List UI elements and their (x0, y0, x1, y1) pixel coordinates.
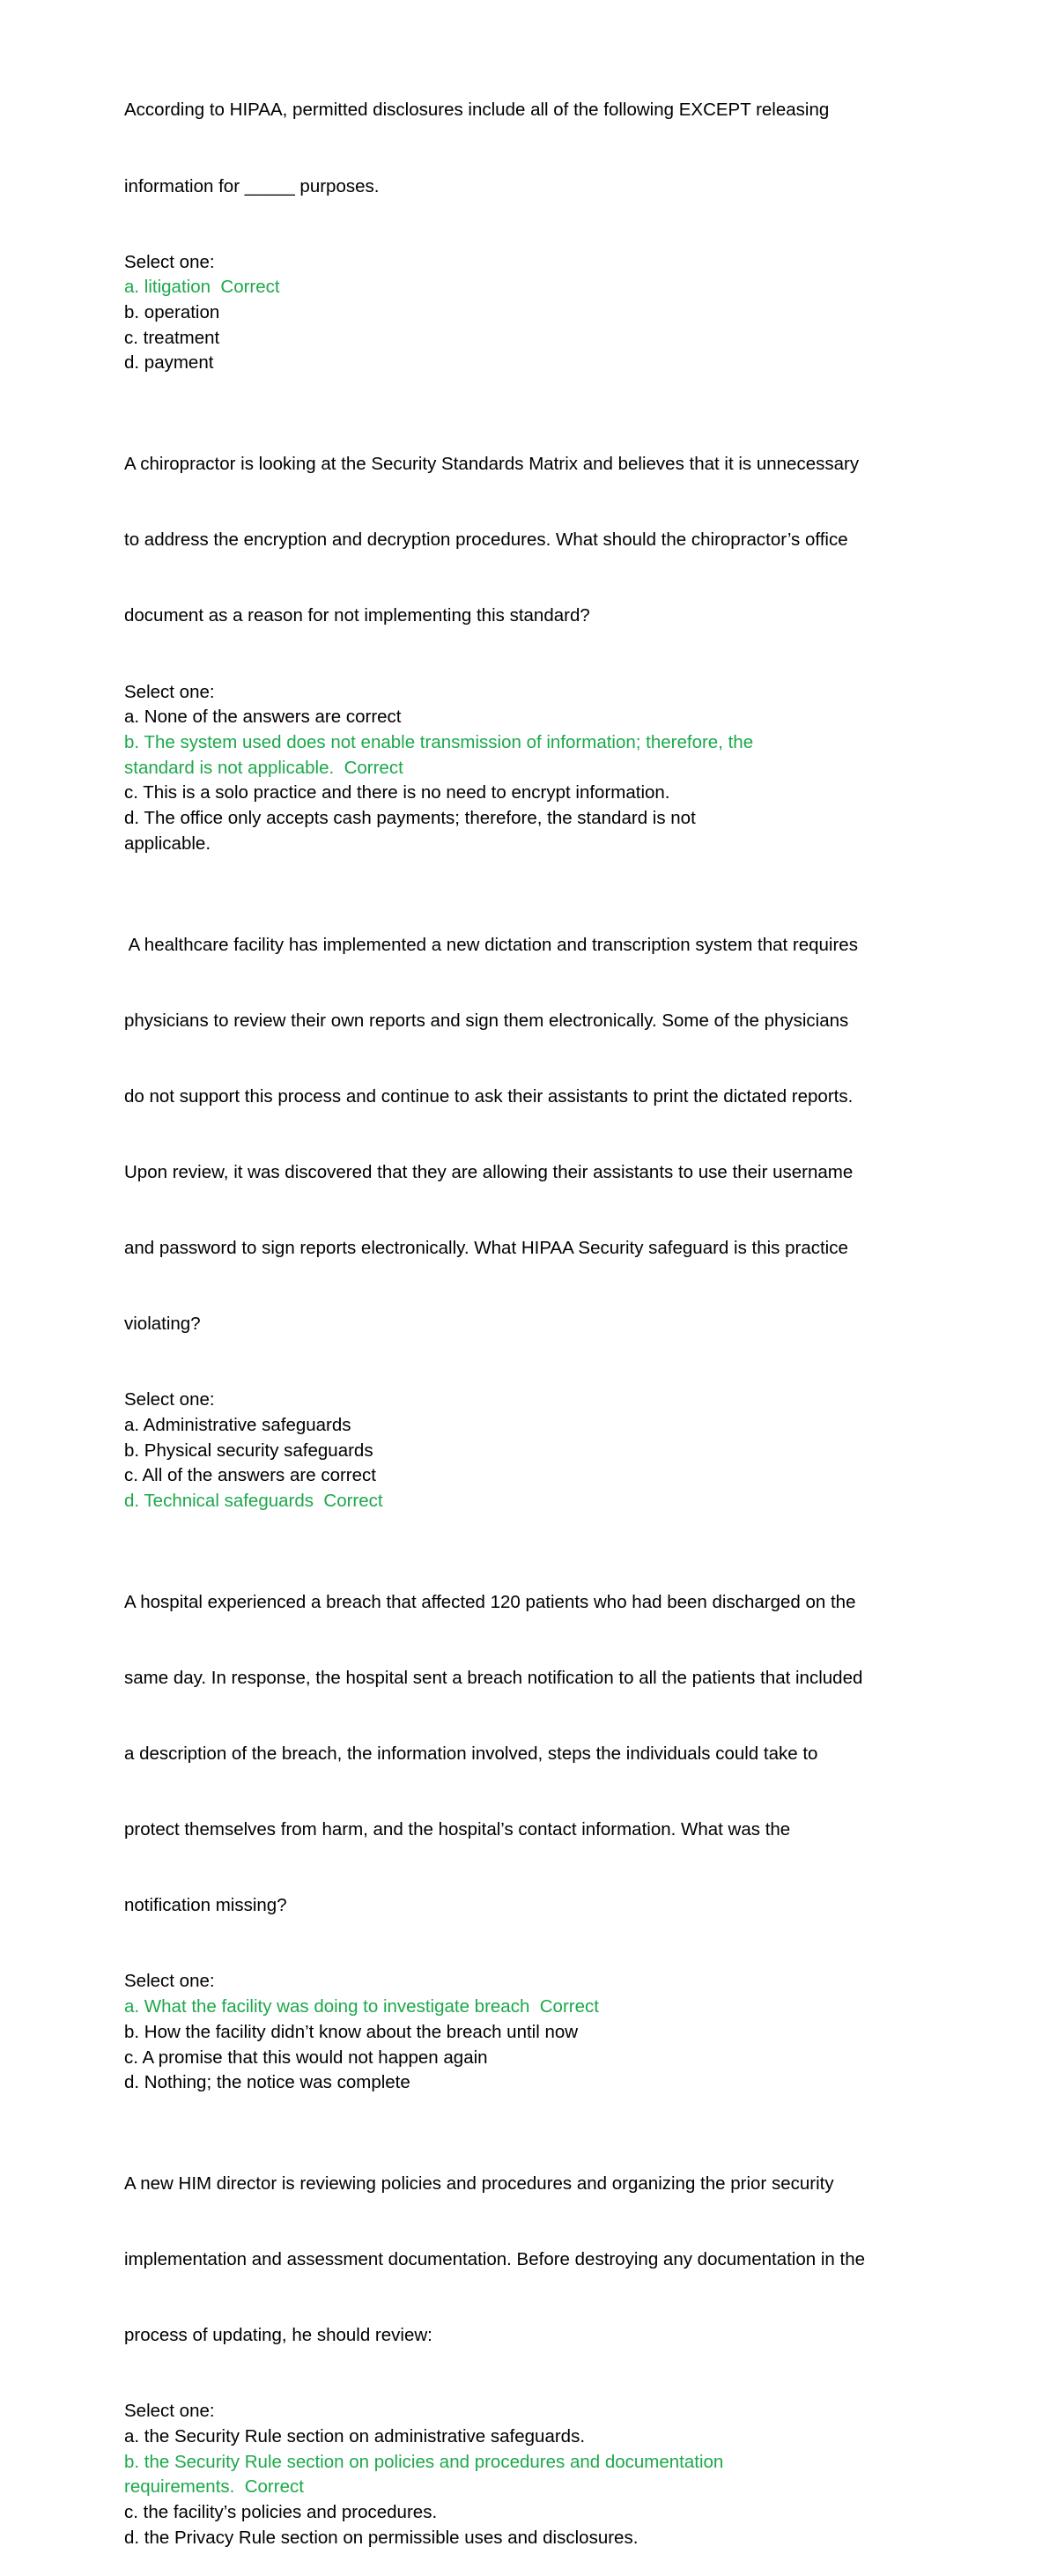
option-text: c. treatment (124, 327, 220, 348)
question-4 (124, 1539, 935, 2095)
option-text: c. A promise that this would not happen again (124, 2047, 488, 2068)
option-text: d. The office only accepts cash payments; therefore, the standard is not (124, 808, 696, 829)
option-text: a. What the facility was doing to investigate breach Correct (124, 1996, 599, 2017)
select-one-label: Select one: (124, 681, 215, 702)
option-c (124, 326, 935, 352)
option-text: b. Physical security safeguards (124, 1440, 373, 1461)
option-b (124, 1439, 935, 1464)
question-stem (124, 2121, 935, 2400)
option-text: b. How the facility didn’t know about the breach until now (124, 2021, 579, 2042)
stem-line: do not support this process and continue to ask their assistants to print the dictated reports. (124, 1085, 854, 1107)
option-text: c. All of the answers are correct (124, 1465, 376, 1486)
stem-line: A chiropractor is looking at the Security Standards Matrix and believes that it is unnecessary (124, 454, 860, 475)
option-d (124, 806, 935, 856)
option-d (124, 351, 935, 376)
document-page (124, 48, 935, 2576)
option-text: applicable. (124, 833, 211, 854)
option-text: d. payment (124, 352, 214, 374)
stem-line: violating? (124, 1314, 201, 1335)
option-text: c. This is a solo practice and there is no need to encrypt information. (124, 782, 670, 803)
option-text: b. the Security Rule section on policies and procedures and documentation (124, 2451, 724, 2472)
option-text: requirements. Correct (124, 2476, 304, 2498)
question-3 (124, 882, 935, 1514)
question-stem (124, 402, 935, 680)
option-d (124, 2526, 935, 2551)
option-text: c. the facility’s policies and procedures. (124, 2502, 438, 2523)
option-text: a. the Security Rule section on administrative safeguards. (124, 2426, 586, 2447)
option-b-correct (124, 2450, 935, 2500)
stem-line: same day. In response, the hospital sent a breach notification to all the patients that included (124, 1667, 863, 1688)
option-b (124, 2020, 935, 2046)
question-1 (124, 48, 935, 376)
option-d-correct (124, 1489, 935, 1514)
stem-line: a description of the breach, the information involved, steps the individuals could take to (124, 1743, 818, 1765)
option-d (124, 2070, 935, 2096)
question-stem (124, 1539, 935, 1969)
stem-line: process of updating, he should review: (124, 2325, 432, 2346)
option-c (124, 781, 935, 806)
option-a (124, 2424, 935, 2450)
option-c (124, 1463, 935, 1489)
option-text: b. operation (124, 302, 220, 323)
question-5 (124, 2121, 935, 2551)
stem-line: implementation and assessment documentation. Before destroying any documentation in the (124, 2249, 866, 2270)
option-a (124, 705, 935, 730)
option-text: d. the Privacy Rule section on permissible uses and disclosures. (124, 2527, 639, 2548)
option-text: d. Nothing; the notice was complete (124, 2072, 410, 2093)
question-stem (124, 882, 935, 1388)
select-one-label: Select one: (124, 1971, 215, 1992)
option-c (124, 2500, 935, 2526)
option-text: a. litigation Correct (124, 277, 280, 298)
select-one-label: Select one: (124, 1389, 215, 1410)
option-text: a. Administrative safeguards (124, 1414, 351, 1435)
option-a-correct (124, 1995, 935, 2020)
stem-line: notification missing? (124, 1895, 287, 1916)
option-b (124, 300, 935, 326)
stem-line: A healthcare facility has implemented a new dictation and transcription system that requires (124, 934, 858, 955)
stem-line: to address the encryption and decryption procedures. What should the chiropractor’s office (124, 529, 848, 551)
stem-line: Upon review, it was discovered that they are allowing their assistants to use their username (124, 1161, 854, 1182)
stem-line: and password to sign reports electronically. What HIPAA Security safeguard is this practice (124, 1238, 848, 1259)
stem-line: protect themselves from harm, and the hospital’s contact information. What was the (124, 1819, 791, 1840)
option-a-correct (124, 275, 935, 300)
question-2 (124, 402, 935, 857)
option-b-correct (124, 730, 935, 781)
question-stem (124, 48, 935, 250)
option-a (124, 1413, 935, 1439)
stem-line: A new HIM director is reviewing policies and procedures and organizing the prior security (124, 2173, 834, 2194)
option-text: standard is not applicable. Correct (124, 757, 403, 778)
select-one-label: Select one: (124, 2401, 215, 2422)
stem-line: document as a reason for not implementing this standard? (124, 605, 590, 626)
stem-line: A hospital experienced a breach that affected 120 patients who had been discharged on the (124, 1591, 856, 1612)
stem-line: According to HIPAA, permitted disclosures include all of the following EXCEPT releasing (124, 100, 830, 121)
stem-line: physicians to review their own reports and sign them electronically. Some of the physicians (124, 1010, 849, 1031)
option-text: a. None of the answers are correct (124, 707, 402, 728)
select-one-label: Select one: (124, 251, 215, 272)
option-c (124, 2046, 935, 2071)
option-text: d. Technical safeguards Correct (124, 1491, 383, 1512)
stem-line: information for _____ purposes. (124, 175, 380, 196)
option-text: b. The system used does not enable transmission of information; therefore, the (124, 731, 754, 752)
